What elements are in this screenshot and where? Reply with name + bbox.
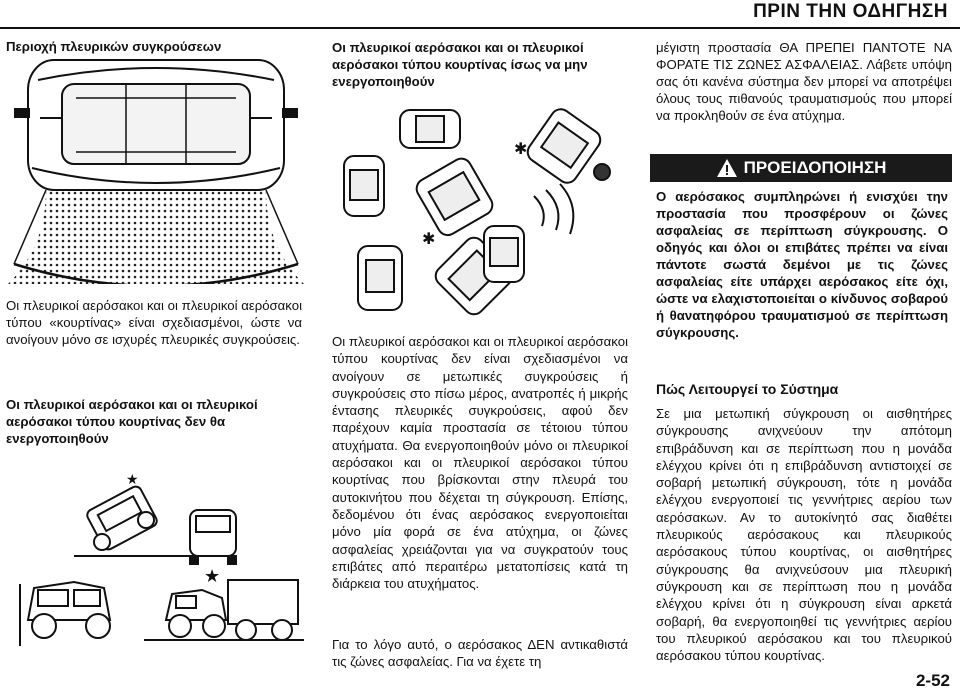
col3-paragraph-bottom: Σε μια μετωπική σύγκρουση οι αισθητήρες σύγκρουσης ανιχνεύουν την απότομη επιβράδυνση και σε περίπτωση που η μονάδα ελέγχου κρίνει ότι η επιβράδυνση αντιστοιχεί σε σοβαρή μετωπική σύγκρουση, τότε η μονάδα ελέγχου ενεργοποιεί τις γεννήτριες αερίου των αερόσακων. Αν το αυτοκίνητό σας διαθέτει πλευρικούς αερόσακους και πλευρικούς αερόσακους τύπου κουρτίνας, οι αισθητήρες σύγκρουσης θα ανιχνεύσουν μια πλευρική σύγκρουση και σε περίπτωση που η μονάδα ελέγχου κρίνει ότι η σύγκρουση είναι αρκετά σοβαρή, θα ενεργοποιηθεί τις γεννήτριες αερίου του πλευρικού αερόσακου και του πλευρικού αερόσακου τύπου κουρτίνας. — [656, 406, 952, 664]
car-g — [484, 226, 524, 282]
car-d — [413, 155, 496, 239]
col2-paragraph-2: Για το λόγο αυτό, ο αερόσακος ΔΕΝ αντικαθιστά τις ζώνες ασφαλείας. Για να έχετε τη — [332, 637, 628, 669]
svg-text:★: ★ — [126, 472, 139, 488]
side-impact-zone-figure — [6, 58, 306, 284]
warning-body: Ο αερόσακος συμπληρώνει ή ενισχύει την προστασία που προσφέρουν οι ζώνες ασφαλείας σε περίπτωση σύγκρουσης. Ο οδηγός και όλοι οι επιβάτες πρέπει να είναι πάντοτε σωστά δεμένοι με τις ζώνες ασφαλείας είτε υπάρχει αερόσακος είτε όχι, ώστε να ελαχιστοποιείται ο κίνδυνος σοβαρού ή θανατηφόρου τραυματισμού σε περίπτωση σύγκρουσης. — [656, 189, 948, 340]
car-e — [358, 246, 402, 310]
warning-triangle-icon — [716, 158, 738, 178]
warning-title: ΠΡΟΕΙΔΟΠΟΙΗΣΗ — [743, 158, 887, 177]
rear-impact-car — [166, 590, 226, 637]
partial-deploy-scenarios-figure — [334, 96, 624, 324]
rear-view-car — [190, 510, 236, 564]
front-car — [28, 582, 110, 638]
svg-text:★: ★ — [204, 566, 221, 587]
col2-paragraph-1: Οι πλευρικοί αερόσακοι και οι πλευρικοί αερόσακοι τύπου κουρτίνας δεν είναι σχεδιασμένοι να ανοίγουν σε μετωπικές συγκρούσεις ή συγκρούσεις στο πίσω μέρος, ανατροπές ή μικρής έντασης πλευρικές συγκρούσεις, αφού δεν παρέχουν καμία προστασία σε τέτοιου τύπου ατυχήματα. Θα ενεργοποιηθούν μόνο οι πλευρικοί αερόσακοι και οι πλευρικοί αερόσακοι τύπου κουρτίνας που βρίσκονται στην πλευρά του αυτοκινήτου που δέχεται τη σύγκρουση. Επίσης, δεδομένου ότι ένας αερόσακος ενεργοποιείται μόνο μία φορά σε ένα ατύχημα, οι ζώνες ασφαλείας χρειάζονται για να συγκρατούν τους επιβάτες από περαιτέρω μετατοπίσεις κατά τη διάρκεια του ατυχήματος. — [332, 334, 628, 592]
col2-heading: Οι πλευρικοί αερόσακοι και οι πλευρικοί αερόσακοι τύπου κουρτίνας ίσως να μην ενεργοποιηθούν — [332, 40, 588, 89]
warning-box — [650, 154, 952, 366]
page-number: 2-52 — [915, 671, 950, 690]
header-rule — [0, 27, 960, 29]
no-deploy-scenarios-figure — [14, 470, 304, 650]
section-title: ΠΡΙΝ ΤΗΝ ΟΔΗΓΗΣΗ — [753, 1, 948, 22]
car-a — [400, 110, 460, 148]
figure-caption: Περιοχή πλευρικών συγκρούσεων — [6, 39, 222, 54]
car-c — [344, 156, 384, 216]
col3-paragraph-top: μέγιστη προστασία ΘΑ ΠΡΕΠΕΙ ΠΑΝΤΟΤΕ ΝΑ ΦΟΡΑΤΕ ΤΙΣ ΖΩΝΕΣ ΑΣΦΑΛΕΙΑΣ. Λάβετε υπόψη σας ότι κανένα σύστημα δεν μπορεί να αποτρέψει όλους τους πιθανούς τραυματισμούς που μπορεί να προκληθούν σε ένα ατύχημα. — [656, 40, 952, 123]
col3-subheading: Πώς Λειτουργεί το Σύστημα — [656, 381, 839, 397]
svg-text:✱: ✱ — [422, 229, 436, 248]
svg-text:✱: ✱ — [514, 139, 528, 158]
car-top-view — [28, 60, 284, 190]
col1-paragraph: Οι πλευρικοί αερόσακοι και οι πλευρικοί αερόσακοι τύπου «κουρτίνας» είναι σχεδιασμένοι, ώστε να ανοίγουν μόνο σε ισχυρές πλευρικές συγκρούσεις. — [6, 298, 302, 347]
col1-subheading: Οι πλευρικοί αερόσακοι και οι πλευρικοί αερόσακοι τύπου κουρτίνας δεν θα ενεργοποιηθούν — [6, 397, 258, 446]
rollover-car — [85, 484, 159, 551]
truck — [228, 580, 298, 640]
car-b — [524, 105, 604, 186]
warning-header — [650, 154, 952, 182]
